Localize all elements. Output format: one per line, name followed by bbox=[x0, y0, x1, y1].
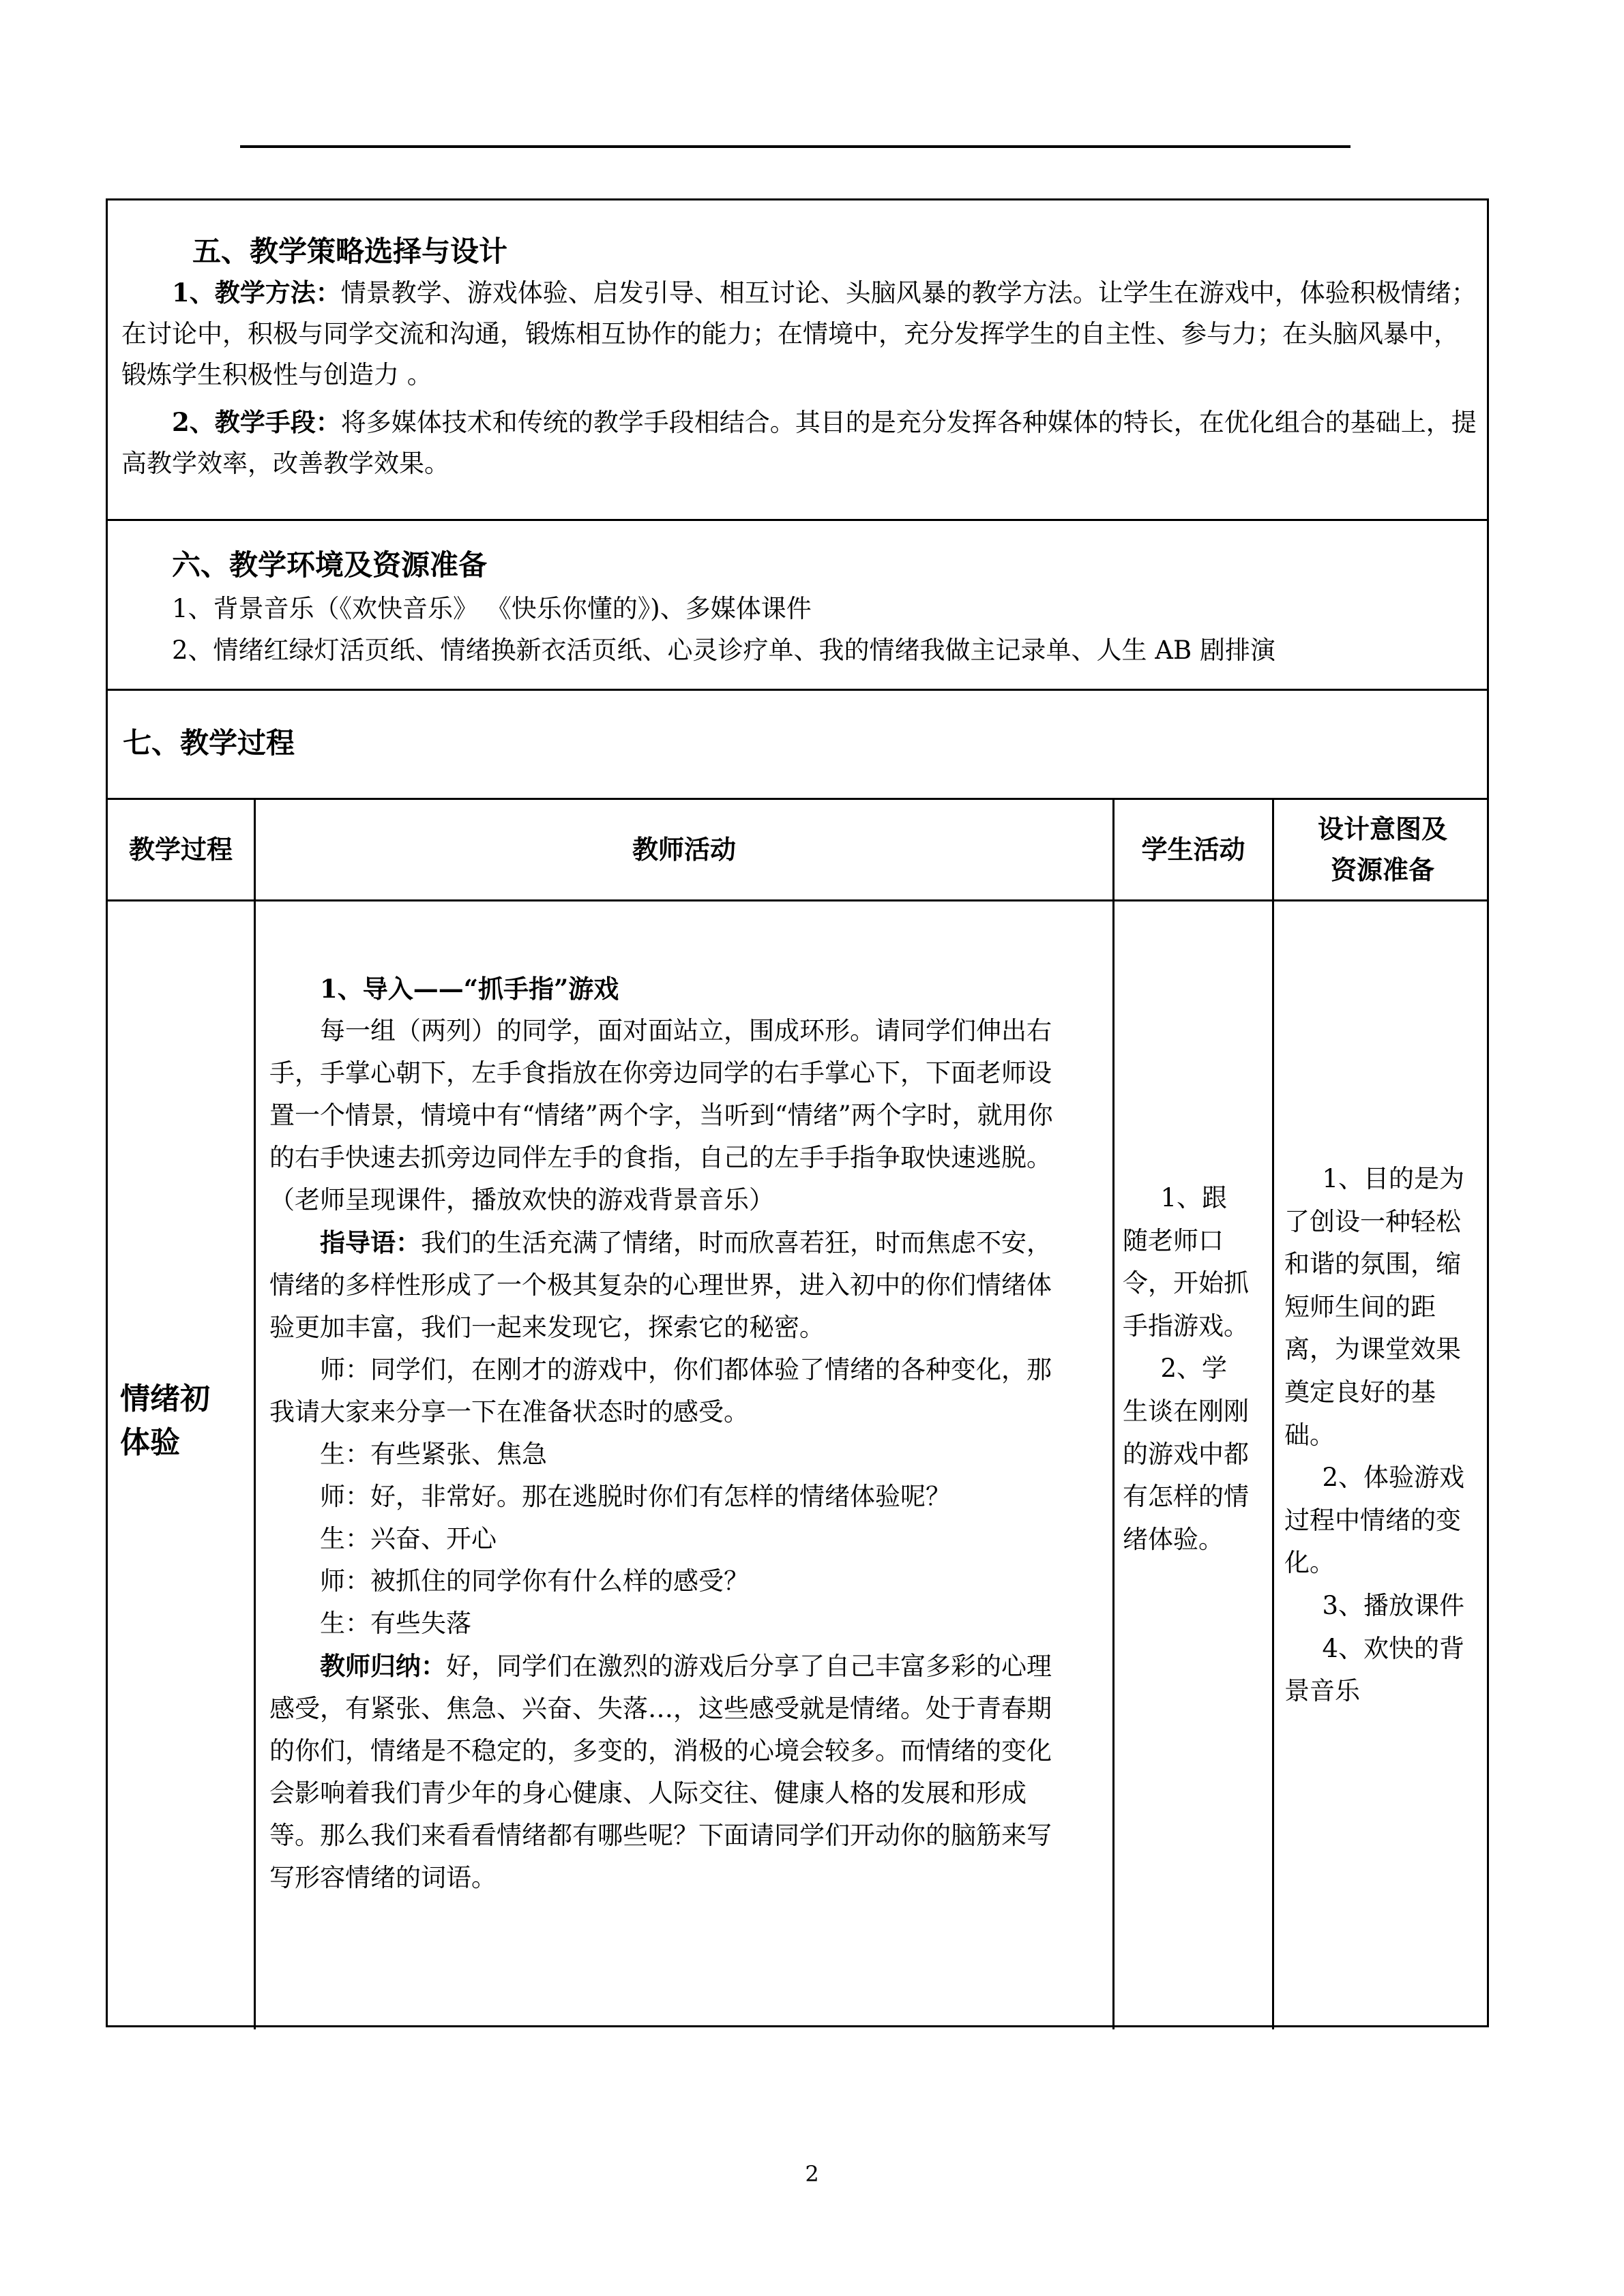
section5-means bbox=[121, 402, 1482, 484]
teacher-heading: 1、导入——“抓手指”游戏 bbox=[320, 974, 619, 1004]
dialogue-line: 生：兴奋、开心 bbox=[320, 1524, 497, 1553]
dialogue-line: 师：好，非常好。那在逃脱时你们有怎样的情绪体验呢？ bbox=[320, 1482, 951, 1511]
design-item: 4、欢快的背景音乐 bbox=[1284, 1633, 1465, 1706]
guide-label: 指导语： bbox=[320, 1227, 421, 1257]
means-text: 将多媒体技术和传统的教学手段相结合。其目的是充分发挥各种媒体的特长，在优化组合的基础上，提高教学效率，改善教学效果。 bbox=[121, 408, 1477, 478]
method-label: 1、教学方法： bbox=[172, 278, 341, 308]
divider bbox=[108, 519, 1487, 521]
lesson-plan-table bbox=[106, 198, 1489, 2027]
page-number: 2 bbox=[805, 2161, 819, 2187]
design-item: 2、体验游戏过程中情绪的变化。 bbox=[1284, 1463, 1465, 1578]
header-design: 设计意图及资源准备 bbox=[1317, 814, 1447, 885]
divider bbox=[108, 899, 1487, 901]
teacher-guide bbox=[269, 1221, 1073, 1349]
header-stage: 教学过程 bbox=[128, 834, 233, 865]
design-intent bbox=[1284, 1158, 1465, 1713]
header-teacher: 教师活动 bbox=[632, 834, 736, 865]
column-divider bbox=[1272, 798, 1274, 2029]
summary-text: 好，同学们在激烈的游戏后分享了自己丰富多彩的心理感受，有紧张、焦急、兴奋、失落…，这些感受就是情绪。处于青春期的你们，情绪是不稳定的，多变的，消极的心境会较多。而情绪的变化会影响着我们青少年的身心健康、人际交往、健康人格的发展和形成等。那么我们来看看情绪都有哪些呢？下面请同学们开动你的脑筋来写写形容情绪的词语。 bbox=[269, 1652, 1052, 1892]
header-rule bbox=[240, 145, 1350, 148]
student-item: 1、跟随老师口令，开始抓手指游戏。 bbox=[1123, 1183, 1249, 1341]
column-divider bbox=[254, 798, 256, 2029]
student-item: 2、学生谈在刚刚的游戏中都有怎样的情绪体验。 bbox=[1123, 1354, 1249, 1554]
guide-text: 我们的生活充满了情绪，时而欣喜若狂，时而焦虑不安，情绪的多样性形成了一个极其复杂的心理世界，进入初中的你们情绪体验更加丰富，我们一起来发现它，探索它的秘密。 bbox=[269, 1228, 1052, 1342]
dialogue-line: 师：同学们，在刚才的游戏中，你们都体验了情绪的各种变化，那我请大家来分享一下在准备状态时的感受。 bbox=[269, 1355, 1052, 1427]
dialogue-line: 生：有些失落 bbox=[320, 1609, 471, 1638]
method-text: 情景教学、游戏体验、启发引导、相互讨论、头脑风暴的教学方法。让学生在游戏中，体验积极情绪；在讨论中，积极与同学交流和沟通，锻炼相互协作的能力；在情境中，充分发挥学生的自主性、参与力；在头脑风暴中，锻炼学生积极性与创造力 。 bbox=[121, 278, 1477, 389]
teacher-summary bbox=[269, 1645, 1073, 1899]
divider bbox=[108, 689, 1487, 691]
summary-label: 教师归纳： bbox=[320, 1651, 446, 1681]
section6-title: 六、教学环境及资源准备 bbox=[172, 548, 488, 582]
section5-method bbox=[121, 272, 1482, 396]
dialogue-line: 生：有些紧张、焦急 bbox=[320, 1440, 547, 1469]
header-student: 学生活动 bbox=[1141, 834, 1245, 865]
teacher-intro: 每一组（两列）的同学，面对面站立，围成环形。请同学们伸出右手，手掌心朝下，左手食指放在你旁边同学的右手掌心下，下面老师设置一个情景，情境中有“情绪”两个字，当听到“情绪”两个字时，就用你的右手快速去抓旁边同伴左手的食指，自己的左手手指争取快速逃脱。（老师呈现课件，播放欢快的游戏背景音乐） bbox=[269, 1016, 1053, 1214]
section7-title: 七、教学过程 bbox=[123, 726, 295, 760]
dialogue-line: 师：被抓住的同学你有什么样的感受？ bbox=[320, 1566, 749, 1596]
student-activity bbox=[1123, 1177, 1252, 1561]
section6-item1: 1、背景音乐（《欢快音乐》 《快乐你懂的》)、多媒体课件 bbox=[172, 594, 812, 623]
design-item: 3、播放课件 bbox=[1322, 1590, 1465, 1620]
design-item: 1、目的是为了创设一种轻松和谐的氛围，缩短师生间的距离，为课堂效果奠定良好的基础。 bbox=[1284, 1164, 1465, 1450]
means-label: 2、教学手段： bbox=[172, 407, 341, 437]
teacher-activity bbox=[269, 968, 1073, 1899]
stage-name: 情绪初体验 bbox=[120, 1382, 210, 1460]
section5-title: 五、教学策略选择与设计 bbox=[192, 235, 508, 268]
section6-item2: 2、情绪红绿灯活页纸、情绪换新衣活页纸、心灵诊疗单、我的情绪我做主记录单、人生 AB 剧排演 bbox=[172, 636, 1275, 665]
column-divider bbox=[1112, 798, 1114, 2029]
